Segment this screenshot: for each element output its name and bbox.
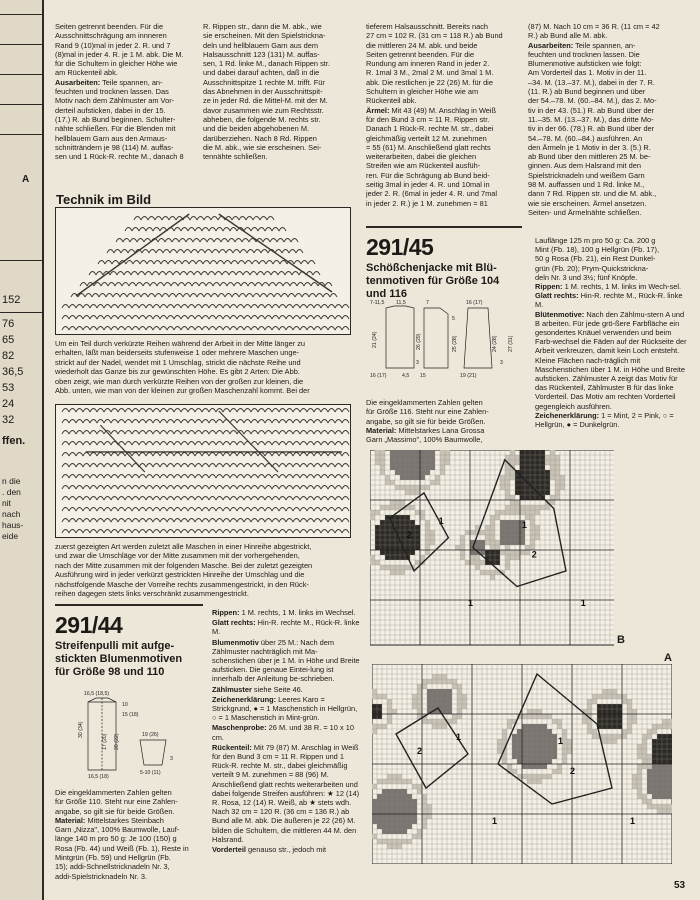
col1-top-line: Rand 9 (10)mal in jeder 2. R. und 7	[55, 40, 171, 50]
mb-text: Mit 79 (87) M. Anschlag in Weiß für den Bund 3 cm = 11 R. Rippen und 1 Rück-R. rechte M. str., dabei gleichmäßig verteilt 9 M. zunehmen = 88 (96) M. Anschließend glatt rechts weiterarbeiten und dabei folgende Streifen ausführen: ★ 12 (14) R. Rosa, 12 (14) R. Weiß, ab ★ stets wdh. Nach 32 cm = 120 R. (36 cm = 136 R.) ab Bund alle M. abk. Die äußeren je 22 (26) M. bilden die Schultern, die mittleren 44 M. den Halsrand.	[212, 742, 360, 844]
col4-line: ginnen. Aus dem Halsrand mit den	[528, 161, 641, 171]
schem-label: 3	[416, 360, 419, 366]
left-strip-fragment: ffen.	[2, 435, 26, 447]
left-strip-fragment: haus-	[2, 520, 24, 530]
left-strip-number: 152	[2, 294, 21, 306]
col2-line: und die beiden abgehobenen M.	[203, 124, 310, 134]
col4-line: Teile spannen, an-	[573, 40, 636, 50]
chart-symbol: 1	[438, 516, 444, 527]
chart-cells	[372, 664, 672, 864]
col3-line: abk. Die restlichen je 22 (26) M. für die	[366, 77, 493, 87]
section-divider	[55, 604, 203, 606]
schem-label: 30 (34)	[78, 721, 84, 738]
col2-line: davor zusammen wie zum Rechtsstr.	[203, 105, 324, 115]
left-strip-number: 24	[2, 398, 15, 410]
col1-rest-line: hellblauem Garn aus den Armaus-	[55, 133, 168, 143]
col4-line: (11. R.) ab Bund beginnen und über	[528, 87, 646, 97]
col3-line: für den Bund 3 cm = 11 R. Rippen str.	[366, 114, 490, 124]
col3-line: Seiten getrennt beenden. Für die	[366, 49, 475, 59]
col4-line: –34. M. (13.–37. M.), dabei in der 7. R.	[528, 77, 655, 87]
col3-line: in jeder 2. R.) je 1 M. zunehmen = 81	[366, 198, 488, 208]
col3-line: Streifen wie am Rückenteil ausfüh-	[366, 161, 481, 171]
chart-symbol: 1	[456, 732, 462, 742]
chart-symbol: 1	[468, 598, 474, 608]
left-strip-fragment: nit	[2, 498, 11, 508]
col1-rest-line: Motiv nach dem Zählmuster am Vor-	[55, 96, 175, 106]
col3-line: ren. Für die Schrägung ab Bund beid-	[366, 170, 490, 180]
col3-line: jeder 2. R. (6mal in jeder 4. R. und 7mal	[366, 189, 498, 199]
rm-line: 50 g Rosa (Fb. 21), ein Rest Dunkel-	[535, 254, 656, 264]
col4-line: Spielstricknadeln und weißem Garn	[528, 170, 645, 180]
caption-line: oben zeigt, wie man durch verkürzte Reihen von der großen zur kleinen, die	[55, 376, 304, 386]
model-number-44: 291/44	[55, 612, 123, 638]
col1-rest-line: sen und 1 Rück-R. rechte M., danach 8	[55, 152, 184, 162]
knit-stitches	[62, 214, 349, 330]
schem-label: 24 (28)	[492, 335, 498, 352]
caption-line: Abb. unten, wie man von der kleinen zur großen Maschenzahl kommt. Bei der	[55, 386, 310, 396]
schem-label: 19 (26)	[142, 732, 159, 738]
knitting-photo-bottom	[55, 404, 351, 538]
schem-label: 26 (29)	[416, 333, 422, 350]
schem-label: 17 (20)	[102, 733, 108, 750]
grid-label-b: B	[617, 634, 625, 646]
schem-label: 3	[170, 756, 173, 762]
mb-text: Hin-R. rechte M., Rück-R. linke M.	[212, 618, 360, 637]
col4-line: den Ärmeln je 1 Motiv in der 3. (5.) R.	[528, 142, 651, 152]
schem-label: 21 (24)	[372, 331, 378, 348]
col3-line: Danach 1 Rück-R. rechte M. str., dabei	[366, 124, 494, 134]
col1-top-line: Ausschnittschrägung am innneren	[55, 31, 167, 41]
caption-line: zuerst gezeigten Art werden zuletzt alle Maschen in einer Hinreihe abgestrickt,	[55, 542, 312, 551]
chart-symbol: 1	[558, 736, 564, 746]
chart-symbol: 1	[492, 816, 498, 826]
left-strip-fragment: nach	[2, 509, 21, 519]
m44-line: Mintgrün (Fb. 59) und Hellgrün (Fb.	[55, 853, 171, 863]
knitting-photo-top	[55, 207, 351, 335]
left-strip-letter: A	[22, 174, 30, 185]
chart-pattern-a	[372, 664, 672, 864]
rm-label: Glatt rechts:	[535, 291, 579, 301]
col1-rest-line: derteil aufsticken, dabei in der 15.	[55, 105, 166, 115]
col3-line: Rundung am inneren Rand in jeder 2.	[366, 59, 490, 69]
col2-line: R. Rippen str., dann die M. abk., wie	[203, 22, 322, 31]
col2-line: sie erscheinen. Mit den Spielstrickna-	[203, 31, 326, 41]
mb-label: Rippen:	[212, 608, 240, 617]
col3-line: = 55 (61) M. Anschließend glatt rechts	[366, 142, 491, 152]
rm-text: Hin-R. rechte M., Rück-R. linke M.	[535, 291, 683, 310]
mb-label: Glatt rechts:	[212, 618, 256, 628]
model-number-45: 291/45	[366, 234, 434, 260]
col2-line: ze in jeder Rd. die Mittel-M. mit der M.	[203, 96, 328, 106]
schem-label: 7-11,5	[370, 300, 385, 306]
col3-line: Rückenteil abk.	[366, 96, 417, 106]
col3-line: gleichmäßig verteilt 12 M. zunehmen	[366, 133, 487, 143]
schem-label: 7	[426, 300, 429, 306]
rm-line: deln Nr. 3 und 3½; fünf Knöpfe.	[535, 272, 638, 282]
title-line: tenmotiven für Größe 104	[366, 275, 500, 287]
col3-line: R. 1mal 3 M., 2mal 2 M. und 3mal 1 M.	[366, 68, 494, 78]
col1-rest-line: feuchten und trocknen lassen. Das	[55, 87, 169, 97]
col2-line: tennähte schließen.	[203, 152, 268, 162]
col3-line: 27 cm = 102 R. (31 cm = 118 R.) ab Bund	[366, 31, 503, 41]
col2-line: sen, 1 Rd. linke M., danach Rippen str.	[203, 59, 330, 69]
col4-line: ab Bund über den mittleren 25 M. be-	[528, 152, 651, 162]
caption-line: reihen dagegen stets links verschränkt zusammengestrickt.	[55, 589, 249, 599]
col2-top-text	[203, 22, 353, 172]
col4-line: der 54.–78. M. (60.–84. M.), das 2. Mo-	[528, 96, 657, 106]
m44-line: Mittelstarkes Steinbach	[85, 815, 164, 825]
schem-label: 15	[420, 373, 426, 379]
col2-line: Halsausschnitt 123 (131) M. auffas-	[203, 49, 320, 59]
schematic-291-45	[366, 300, 526, 380]
schem-label: 25 (28)	[452, 335, 458, 352]
schem-label: 16,5 (18)	[88, 774, 109, 780]
chart-symbol: 2	[406, 529, 412, 540]
chart-cells	[370, 450, 614, 645]
mb-label: Vorderteil	[212, 845, 246, 855]
col3-line: die mittleren 24 M. abk. und beide	[366, 40, 478, 50]
mb-text: 1 M. rechts, 1 M. links im Wechsel.	[239, 608, 356, 617]
rm-label: Blütenmotive:	[535, 309, 585, 319]
col-mid-bottom-text	[212, 608, 360, 890]
col3-line: Mit 43 (49) M. Anschlag in Weiß	[389, 105, 497, 115]
grid-label-a: A	[664, 652, 672, 664]
m45-line: angabe, so gilt sie für beide Größen.	[366, 416, 486, 426]
left-strip-number: 65	[2, 334, 15, 346]
col3-line: Schultern in gleicher Höhe wie am	[366, 87, 479, 97]
col1-rest-line: nähte schließen. Für die Blenden mit	[55, 124, 176, 134]
rm-line: Mint (Fb. 18), 100 g Hellgrün (Fb. 17),	[535, 245, 660, 255]
col3-label: Ärmel:	[366, 105, 390, 115]
col4-line: tiv in der 66. (78.) R. ab Bund über der	[528, 124, 655, 134]
col3-line: weiterarbeiten, dabei die gleichen	[366, 152, 477, 162]
technik-caption-bottom	[55, 542, 355, 600]
col1-label: Ausarbeiten:	[55, 77, 101, 87]
knitting-photo-top-drawing	[56, 208, 351, 335]
m44-line: 15); addi-Schnellstricknadeln Nr. 3,	[55, 862, 170, 872]
schem-label: 15 (18)	[122, 712, 139, 718]
section-divider	[366, 226, 522, 228]
col2-line: abheben, die folgende M. rechts str.	[203, 114, 321, 124]
title-line: und 116	[366, 288, 407, 300]
schem-label: 11,5	[396, 300, 406, 306]
col4-line: wie sie erscheinen. Ärmel ansetzen.	[528, 198, 647, 208]
col4-line: dann 7 Rd. Rippen str. und die M. abk.,	[528, 189, 657, 199]
rm-text: 1 = Mint, 2 = Pink, ○ = Hellgrün, ● = Dunkelgrün.	[535, 410, 674, 430]
col1-top-text	[55, 22, 195, 172]
col1-top-line: am Rückenteil abk.	[55, 68, 118, 78]
col1-rest-line: schnitträndern je 98 (114) M. auffas-	[55, 142, 174, 152]
model44-material-text	[55, 788, 205, 888]
left-strip-number: 53	[2, 382, 15, 394]
mb-label: Zählmuster	[212, 684, 252, 694]
col4-line: Am Vorderteil das 1. Motiv in der 11.	[528, 68, 647, 78]
caption-line: Um ein Teil durch verkürzte Reihen während der Arbeit in der Mitte länger zu	[55, 339, 306, 348]
left-strip-number: 32	[2, 414, 15, 426]
technik-caption-top	[55, 339, 355, 397]
schem-label: 5	[452, 316, 455, 322]
model-title-44	[55, 640, 205, 679]
schem-label: 4,5	[402, 373, 410, 379]
schematic-291-44	[78, 690, 198, 780]
schem-label: 16 (17)	[466, 300, 483, 306]
chart-symbol: 1	[580, 598, 586, 608]
col2-line: die M. abk., wie sie erscheinen. Sei-	[203, 142, 322, 152]
m45-label: Material:	[366, 425, 397, 435]
col3-line: tieferem Halsausschnitt. Bereits nach	[366, 22, 488, 31]
technik-heading: Technik im Bild	[56, 192, 152, 207]
mb-text: Leeres Karo = Strickgrund, ● = 1 Maschenstich in Hellgrün, ○ = 1 Maschenstich in Mint-grün.	[212, 694, 358, 723]
col2-line: und dabei darauf achten, daß in die	[203, 68, 320, 78]
rm-line: Lauflänge 125 m pro 50 g: Ca. 200 g	[535, 236, 656, 245]
col-right-mid-text	[535, 236, 691, 444]
model-title-45	[366, 262, 526, 301]
col3-line: seitig 3mal in jeder 4. R. und 10mal in	[366, 180, 490, 190]
m44-line: länge 140 m pro 50 g: Je 100 (150) g	[55, 834, 177, 844]
rm-label: Rippen:	[535, 282, 563, 292]
caption-line: Ausführung wird in jeder verkürzt gestrickten Hinreihe der Umschlag und die	[55, 570, 305, 580]
caption-line: nach der Mitte zusammen mit der folgenden Masche. Bei der zuletzt gezeigten	[55, 560, 313, 570]
col4-line: Blumenmotive aufsticken wie folgt:	[528, 59, 642, 69]
left-strip-number: 76	[2, 318, 15, 330]
chart-symbol: 2	[531, 549, 537, 560]
mb-text: siehe Seite 46.	[251, 684, 303, 694]
col4-line: tiv in der 43. (51.) R. ab Bund über der	[528, 105, 655, 115]
col4-line: feuchten und trocknen lassen. Die	[528, 49, 640, 59]
knit-stitches	[62, 409, 349, 534]
title-line: Streifenpulli mit aufge-	[55, 640, 175, 652]
rm-label: Zeichenerklärung:	[535, 410, 600, 420]
col3-top-text	[366, 22, 521, 232]
m45-line: Die eingeklammerten Zahlen gelten	[366, 398, 483, 407]
mb-label: Zeichenerklärung:	[212, 694, 277, 704]
m44-line: Rosa (Fb. 44) und Weiß (Fb. 1), Reste in	[55, 843, 189, 853]
m44-line: Die eingeklammerten Zahlen gelten	[55, 788, 172, 797]
col4-line: 98 M. auffassen und 1 Rd. linke M.,	[528, 180, 645, 190]
title-line: Schößchenjacke mit Blü-	[366, 262, 497, 274]
left-strip-number: 36,5	[2, 366, 24, 378]
left-strip-fragment: . den	[2, 487, 21, 497]
caption-line: strickt auf der Nadel, wendet mit 1 Umschlag, strickt die nächste Reihe und	[55, 357, 301, 367]
schem-label: 5-10 (11)	[140, 770, 161, 776]
chart-symbol: 2	[417, 746, 423, 756]
col1-top-line: für die Schultern in gleicher Höhe wie	[55, 59, 178, 69]
schem-label: 16 (17)	[370, 373, 387, 379]
schem-label: 19 (21)	[460, 373, 477, 379]
rm-text: 1 M. rechts, 1 M. links im Wech-sel.	[562, 282, 682, 292]
m45-line: für Größe 116. Steht nur eine Zahlen-	[366, 407, 489, 417]
left-strip-fragment: n die	[2, 476, 21, 486]
title-line: für Größe 98 und 110	[55, 666, 165, 678]
schem-label: 10	[122, 702, 128, 708]
col4-line: Seiten- und Ärmelnähte schließen.	[528, 207, 642, 217]
mb-label: Blumenmotiv	[212, 637, 259, 647]
col4-top-text	[528, 22, 690, 232]
chart-symbol: 1	[630, 816, 636, 826]
left-strip-number: 82	[2, 350, 15, 362]
col4-line: 54.–78. M. (60.–84.) ausführen. An	[528, 133, 643, 143]
col4-line: 11.–35. M. (13.–37. M.), das dritte Mo-	[528, 114, 654, 124]
chart-pattern-b	[370, 450, 614, 646]
col4-line: R.) ab Bund alle M. abk.	[528, 31, 608, 41]
mb-label: Maschenprobe:	[212, 723, 267, 733]
title-line: stickten Blumenmotiven	[55, 653, 183, 665]
rm-line: grün (Fb. 20); Prym-Quickstrickna-	[535, 263, 649, 273]
col2-line: deln und hellblauem Garn aus dem	[203, 40, 319, 50]
mb-text: über 25 M.: Nach dem Zählmuster nachträglich mit Ma-schenstichen über je 1 M. in Höhe und Breite aufsticken. Die genaue Eintei-lung ist innerhalb der Anleitung be-schrieben.	[212, 637, 360, 684]
caption-line: wiederholt das Ganze bis zur gewünschten Höhe. Es gibt 2 Arten: Die Abb.	[55, 367, 300, 377]
col1-top-line: (8)mal in jeder 4. R. je 1 M. abk. Die M.	[55, 49, 184, 59]
schem-label: 16,5 (18,5)	[84, 691, 110, 697]
col2-line: das Abnehmen in der Ausschnittspit-	[203, 87, 323, 97]
mb-text: genauso str., jedoch mit	[245, 845, 327, 855]
m44-label: Material:	[55, 815, 86, 825]
m44-line: angabe, so gilt sie für beide Größen.	[55, 806, 175, 816]
col4-label: Ausarbeiten:	[528, 40, 574, 50]
caption-line: erhalten, läßt man beiderseits stufenweise 1 oder mehrere Maschen unge-	[55, 348, 300, 358]
caption-line: und zwar die Umschläge vor der Mitte zusammen mit der vorhergehenden,	[55, 551, 300, 561]
model45-material-text	[366, 398, 526, 446]
col1-rest-line: (17.) R. ab Bund beginnen. Schulter-	[55, 114, 176, 124]
chart-symbol: 1	[521, 520, 527, 530]
m44-line: für Größe 110. Steht nur eine Zahlen-	[55, 797, 178, 807]
m45-line: Mittelstarkes Lana Grossa	[396, 425, 485, 435]
left-page-strip	[0, 0, 44, 900]
schem-label: 20 (22)	[114, 733, 120, 750]
chart-symbol: 2	[570, 766, 576, 776]
col2-line: darüberziehen. Nach 8 Rd. Rippen	[203, 133, 317, 143]
caption-line: nächstfolgende Masche der Vorreihe rechts zusammengestrickt, in den Rück-	[55, 579, 309, 589]
m44-line: Garn „Nizza", 100% Baumwolle, Lauf-	[55, 825, 180, 835]
rm-text: Nach den Zählmu-stern A und B arbeiten. Für jede grö-ßere Farbfläche ein gesondertes Knäuel verwenden und beim Farb-wechsel die Fäden auf der Rückseite der Arbeit verkreuzen, damit kein Loch entsteht. Kleine Flächen nach-träglich mit Maschenstichen über 1 M. in Höhe und Breite aufsticken. Zählmuster A zeigt das Motiv für das Rückenteil, Zählmuster B für das linke Vorderteil. Das Motiv am rechten Vorderteil gegengleich ausführen.	[535, 309, 687, 411]
col2-line: Ausschnittspitze 1 rechte M. trifft. Für	[203, 77, 325, 87]
col1-rest-line: Teile spannen, an-	[100, 77, 163, 87]
schem-label: 3	[500, 360, 503, 366]
mb-label: Rückenteil:	[212, 742, 252, 752]
m45-line: Garn „Massimo", 100% Baumwolle,	[366, 435, 483, 445]
left-strip-fragment: eide	[2, 531, 19, 541]
knitting-photo-bottom-drawing	[56, 405, 351, 538]
schem-label: 27 (31)	[508, 335, 514, 352]
mb-text: 26 M. und 38 R. = 10 x 10 cm.	[212, 723, 354, 742]
page-number: 53	[674, 880, 686, 891]
col4-line: (87) M. Nach 10 cm = 36 R. (11 cm = 42	[528, 22, 660, 31]
col1-top-line: Seiten getrennt beenden. Für die	[55, 22, 164, 31]
m44-line: addi-Spielstricknadeln Nr. 3.	[55, 871, 148, 881]
